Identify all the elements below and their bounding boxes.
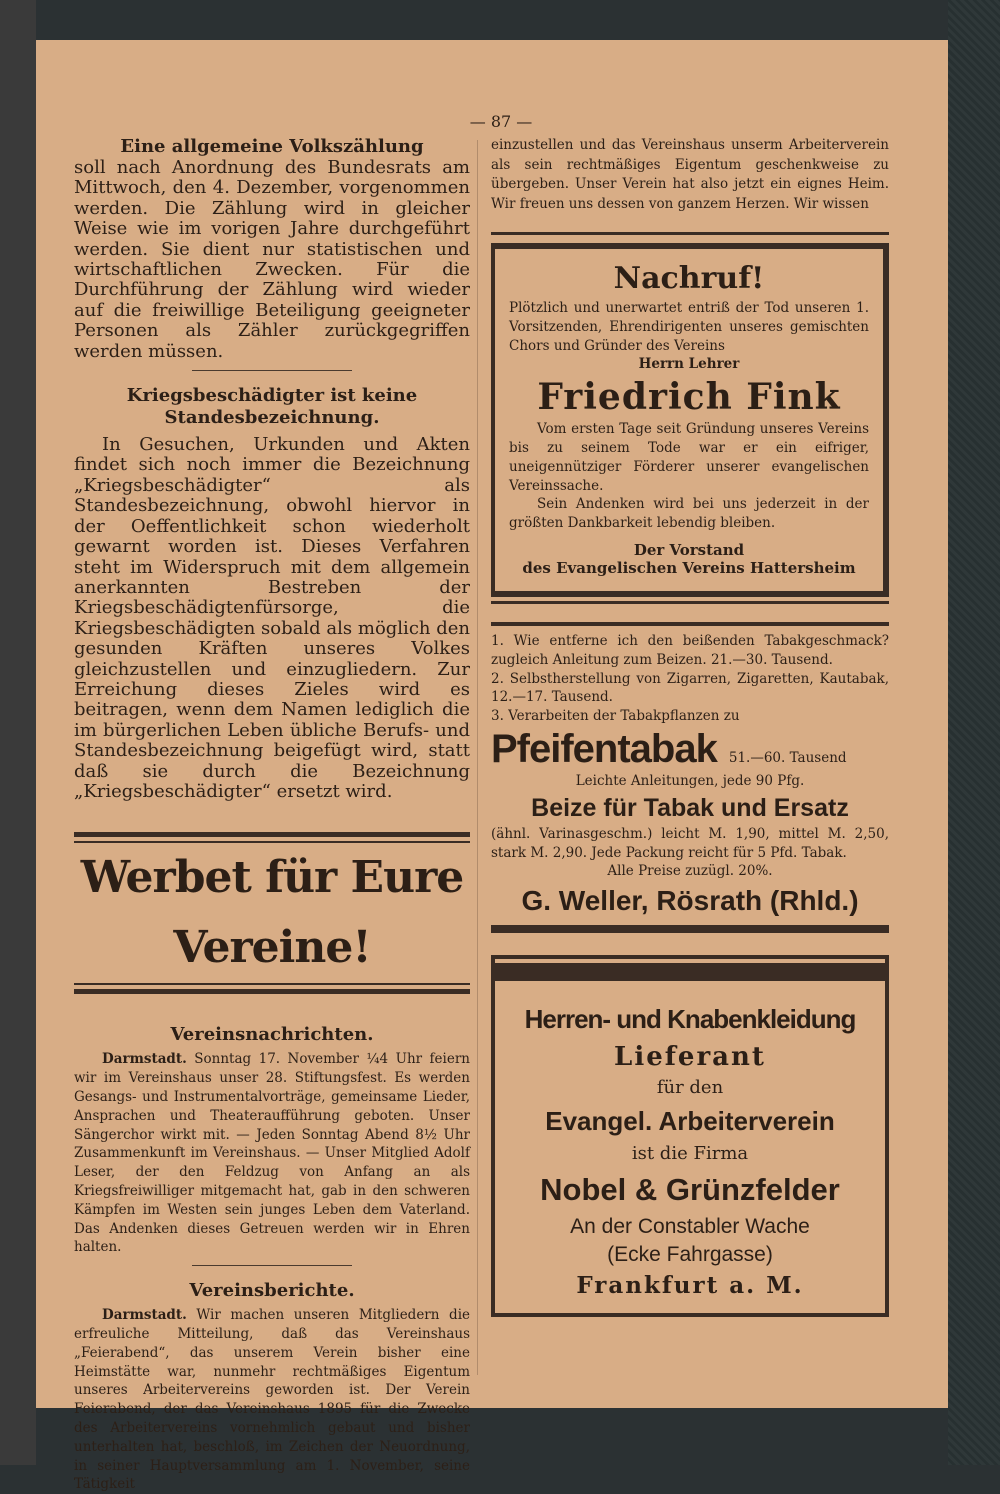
- tabak-item-2: 2. Selbstherstellung von Zigarren, Zigaretten, Kautabak, 12.—17. Tausend.: [491, 670, 889, 706]
- place-darmstadt: Darmstadt.: [102, 1051, 187, 1068]
- article-continuation: einzustellen und das Vereinshaus unserm Arbeiterverein als sein rechtmäßiges Eigentum geschenkweise zu übergeben. Unser Verein hat also jetzt ein eignes Heim. Wir freuen uns dessen von ganzem Herzen. Wir wissen: [491, 137, 889, 212]
- tabak-anleitungen: Leichte Anleitungen, jede 90 Pfg.: [575, 772, 805, 789]
- tabak-item-1: 1. Wie entferne ich den beißenden Tabakgeschmack? zugleich Anleitung zum Beizen. 21.—30. Tausend.: [491, 632, 889, 668]
- kleidung-title: Herren- und Knabenkleidung: [524, 1004, 856, 1035]
- obituary-intro: Plötzlich und unerwartet entriß der Tod unseren 1. Vorsitzenden, Ehrendirigenten unseres gemischten Chors und Gründer des Vereins: [509, 300, 869, 354]
- kleidung-addr-1: An der Constabler Wache: [570, 1215, 810, 1239]
- werbet-slogan: Werbet für Eure Vereine!: [80, 852, 464, 974]
- vereinsnachrichten-text: Sonntag 17. November ¼4 Uhr feiern wir im Vereinshaus unser 28. Stiftungsfest. Es werden Gesangs- und Instrumentalvorträge, gemeinsame Lieder, Ansprachen und Theateraufführung geboten. Unser Sängerchor wirkt mit. — Jeden Sonntag Abend 8½ Uhr Zusammenkunft im Vereinshaus. — Unser Mitglied Adolf Leser, der den Feldzug von Anfang an als Kriegsfreiwilliger mitgemacht hat, gab in den schweren Kämpfen im Westen sein junges Leben dem Vaterland. Das Andenken dieses Getreuen werden wir in Ehren halten.: [74, 1051, 471, 1256]
- obituary-text-1: Vom ersten Tage seit Gründung unseres Vereins bis zu seinem Tode war er ein eifriger, uneigennütziger Förderer unserer evangelischen Vereinssache.: [509, 421, 869, 494]
- page-number: — 87 —: [469, 112, 533, 131]
- tabak-vendor: G. Weller, Rösrath (Rhld.): [521, 885, 859, 917]
- obituary-herrn: Herrn Lehrer: [638, 356, 740, 373]
- tabak-prices: (ähnl. Varinasgeschm.) leicht M. 1,90, mittel M. 2,50, stark M. 2,90. Jede Packung reicht für 5 Pfd. Tabak.: [491, 825, 889, 861]
- headline-line-2: Standesbezeichnung.: [164, 407, 380, 429]
- obituary-signature-2: des Evangelischen Vereins Hattersheim: [522, 558, 856, 577]
- rule: [491, 601, 889, 604]
- headline-line-1: Kriegsbeschädigter ist keine: [126, 385, 418, 407]
- left-column: [74, 136, 470, 1494]
- banner-bottom-rule: [74, 989, 470, 994]
- rule: [491, 232, 889, 235]
- pfeifentabak-line: [491, 726, 889, 772]
- column-divider: [477, 140, 478, 1375]
- separator: [192, 370, 352, 371]
- separator: [192, 1265, 352, 1266]
- obituary-title: Nachruf!: [613, 261, 765, 296]
- kleidung-firma: Nobel & Grünzfelder: [540, 1172, 840, 1208]
- newspaper-page: [36, 40, 948, 1493]
- cover-edge: [948, 0, 1000, 1465]
- headline-kriegsbeschaedigter: [74, 385, 470, 429]
- werbet-banner: [74, 832, 470, 994]
- pfeifentabak-tausend: 51.—60. Tausend: [728, 749, 847, 766]
- tabak-ad: [491, 622, 889, 933]
- kleidung-city: Frankfurt a. M.: [576, 1272, 804, 1300]
- banner-top-rule: [74, 832, 470, 837]
- article-vereinsberichte: [74, 1306, 470, 1494]
- kleidung-addr-2: (Ecke Fahrgasse): [607, 1243, 773, 1267]
- ad-bottom-rule: [491, 925, 889, 933]
- kleidung-verein: Evangel. Arbeiterverein: [545, 1106, 835, 1137]
- article-volkszaehlung: soll nach Anordnung des Bundesrats am Mittwoch, den 4. Dezember, vorgenommen werden. Die Zählung wird in gleicher Weise wie im vorigen Jahre durchgeführt werden. Sie dient nur statistischen und wirtschaftlichen Zwecken. Für die Durchführung der Zählung wird wieder auf die freiwillige Beteiligung geeigneter Personen als Zähler zurückgegriffen werden müssen.: [74, 157, 470, 362]
- tabak-item-3: 3. Verarbeiten der Tabakpflanzen zu: [491, 708, 740, 725]
- obituary-text-2: Sein Andenken wird bei uns jederzeit in der größten Dankbarkeit lebendig bleiben.: [509, 496, 869, 532]
- kleidung-lieferant: Lieferant: [614, 1042, 766, 1073]
- headline-vereinsnachrichten: Vereinsnachrichten.: [170, 1024, 374, 1046]
- vereinsberichte-text: Wir machen unseren Mitgliedern die erfreuliche Mitteilung, daß das Vereinshaus „Feierabend“, das unserem Verein bisher eine Heimstätte war, nunmehr rechtmäßiges Eigentum unseres Arbeitervereins geworden ist. Der Verein Feierabend, der das Vereinshaus 1895 für die Zwecke des Arbeitervereins vornehmlich gebaut und bisher unterhalten hat, beschloß, im Zeichen der Neuordnung, in seiner Hauptversammlung am 1. November, seine Tätigkeit: [74, 1307, 471, 1493]
- kleidung-ad: [491, 955, 889, 1317]
- headline-vereinsberichte: Vereinsberichte.: [189, 1280, 355, 1302]
- ad-top-rule: [491, 622, 889, 626]
- headline-volkszaehlung: Eine allgemeine Volkszählung: [120, 136, 424, 157]
- beize-title: Beize für Tabak und Ersatz: [531, 793, 849, 822]
- kleidung-fuer: für den: [656, 1077, 724, 1099]
- obituary-box: [491, 243, 889, 597]
- tabak-porto: Alle Preise zuzügl. 20%.: [607, 863, 773, 880]
- article-vereinsnachrichten: [74, 1050, 470, 1257]
- book-binding: [0, 0, 36, 1465]
- article-kriegsbeschaedigter: In Gesuchen, Urkunden und Akten findet sich noch immer die Bezeichnung „Kriegsbeschädigter“ als Standesbezeichnung, obwohl hiervor in der Oeffentlichkeit schon wiederholt gewarnt worden ist. Dieses Verfahren steht im Widerspruch mit dem allgemein anerkannten Bestreben der Kriegsbeschädigtenfürsorge, die Kriegsbeschädigten sobald als möglich den gesunden Kräften unseres Volkes gleichzustellen und einzugliedern. Zur Erreichung dieses Zieles wird es beitragen, wenn dem Namen lediglich die im bürgerlichen Leben übliche Berufs- und Standesbezeichnung beigefügt wird, statt daß sie durch die Bezeichnung „Kriegsbeschädigter“ ersetzt wird.: [74, 434, 470, 802]
- place-darmstadt: Darmstadt.: [102, 1307, 187, 1324]
- kleidung-ist: ist die Firma: [631, 1143, 749, 1165]
- obituary-name: Friedrich Fink: [537, 376, 841, 419]
- right-column: [491, 136, 889, 1317]
- obituary-signature-1: Der Vorstand: [633, 540, 745, 559]
- pfeifentabak-title: Pfeifentabak: [491, 726, 717, 771]
- banner-bottom-rule-thin: [74, 983, 470, 985]
- ad-top-band: [495, 963, 885, 981]
